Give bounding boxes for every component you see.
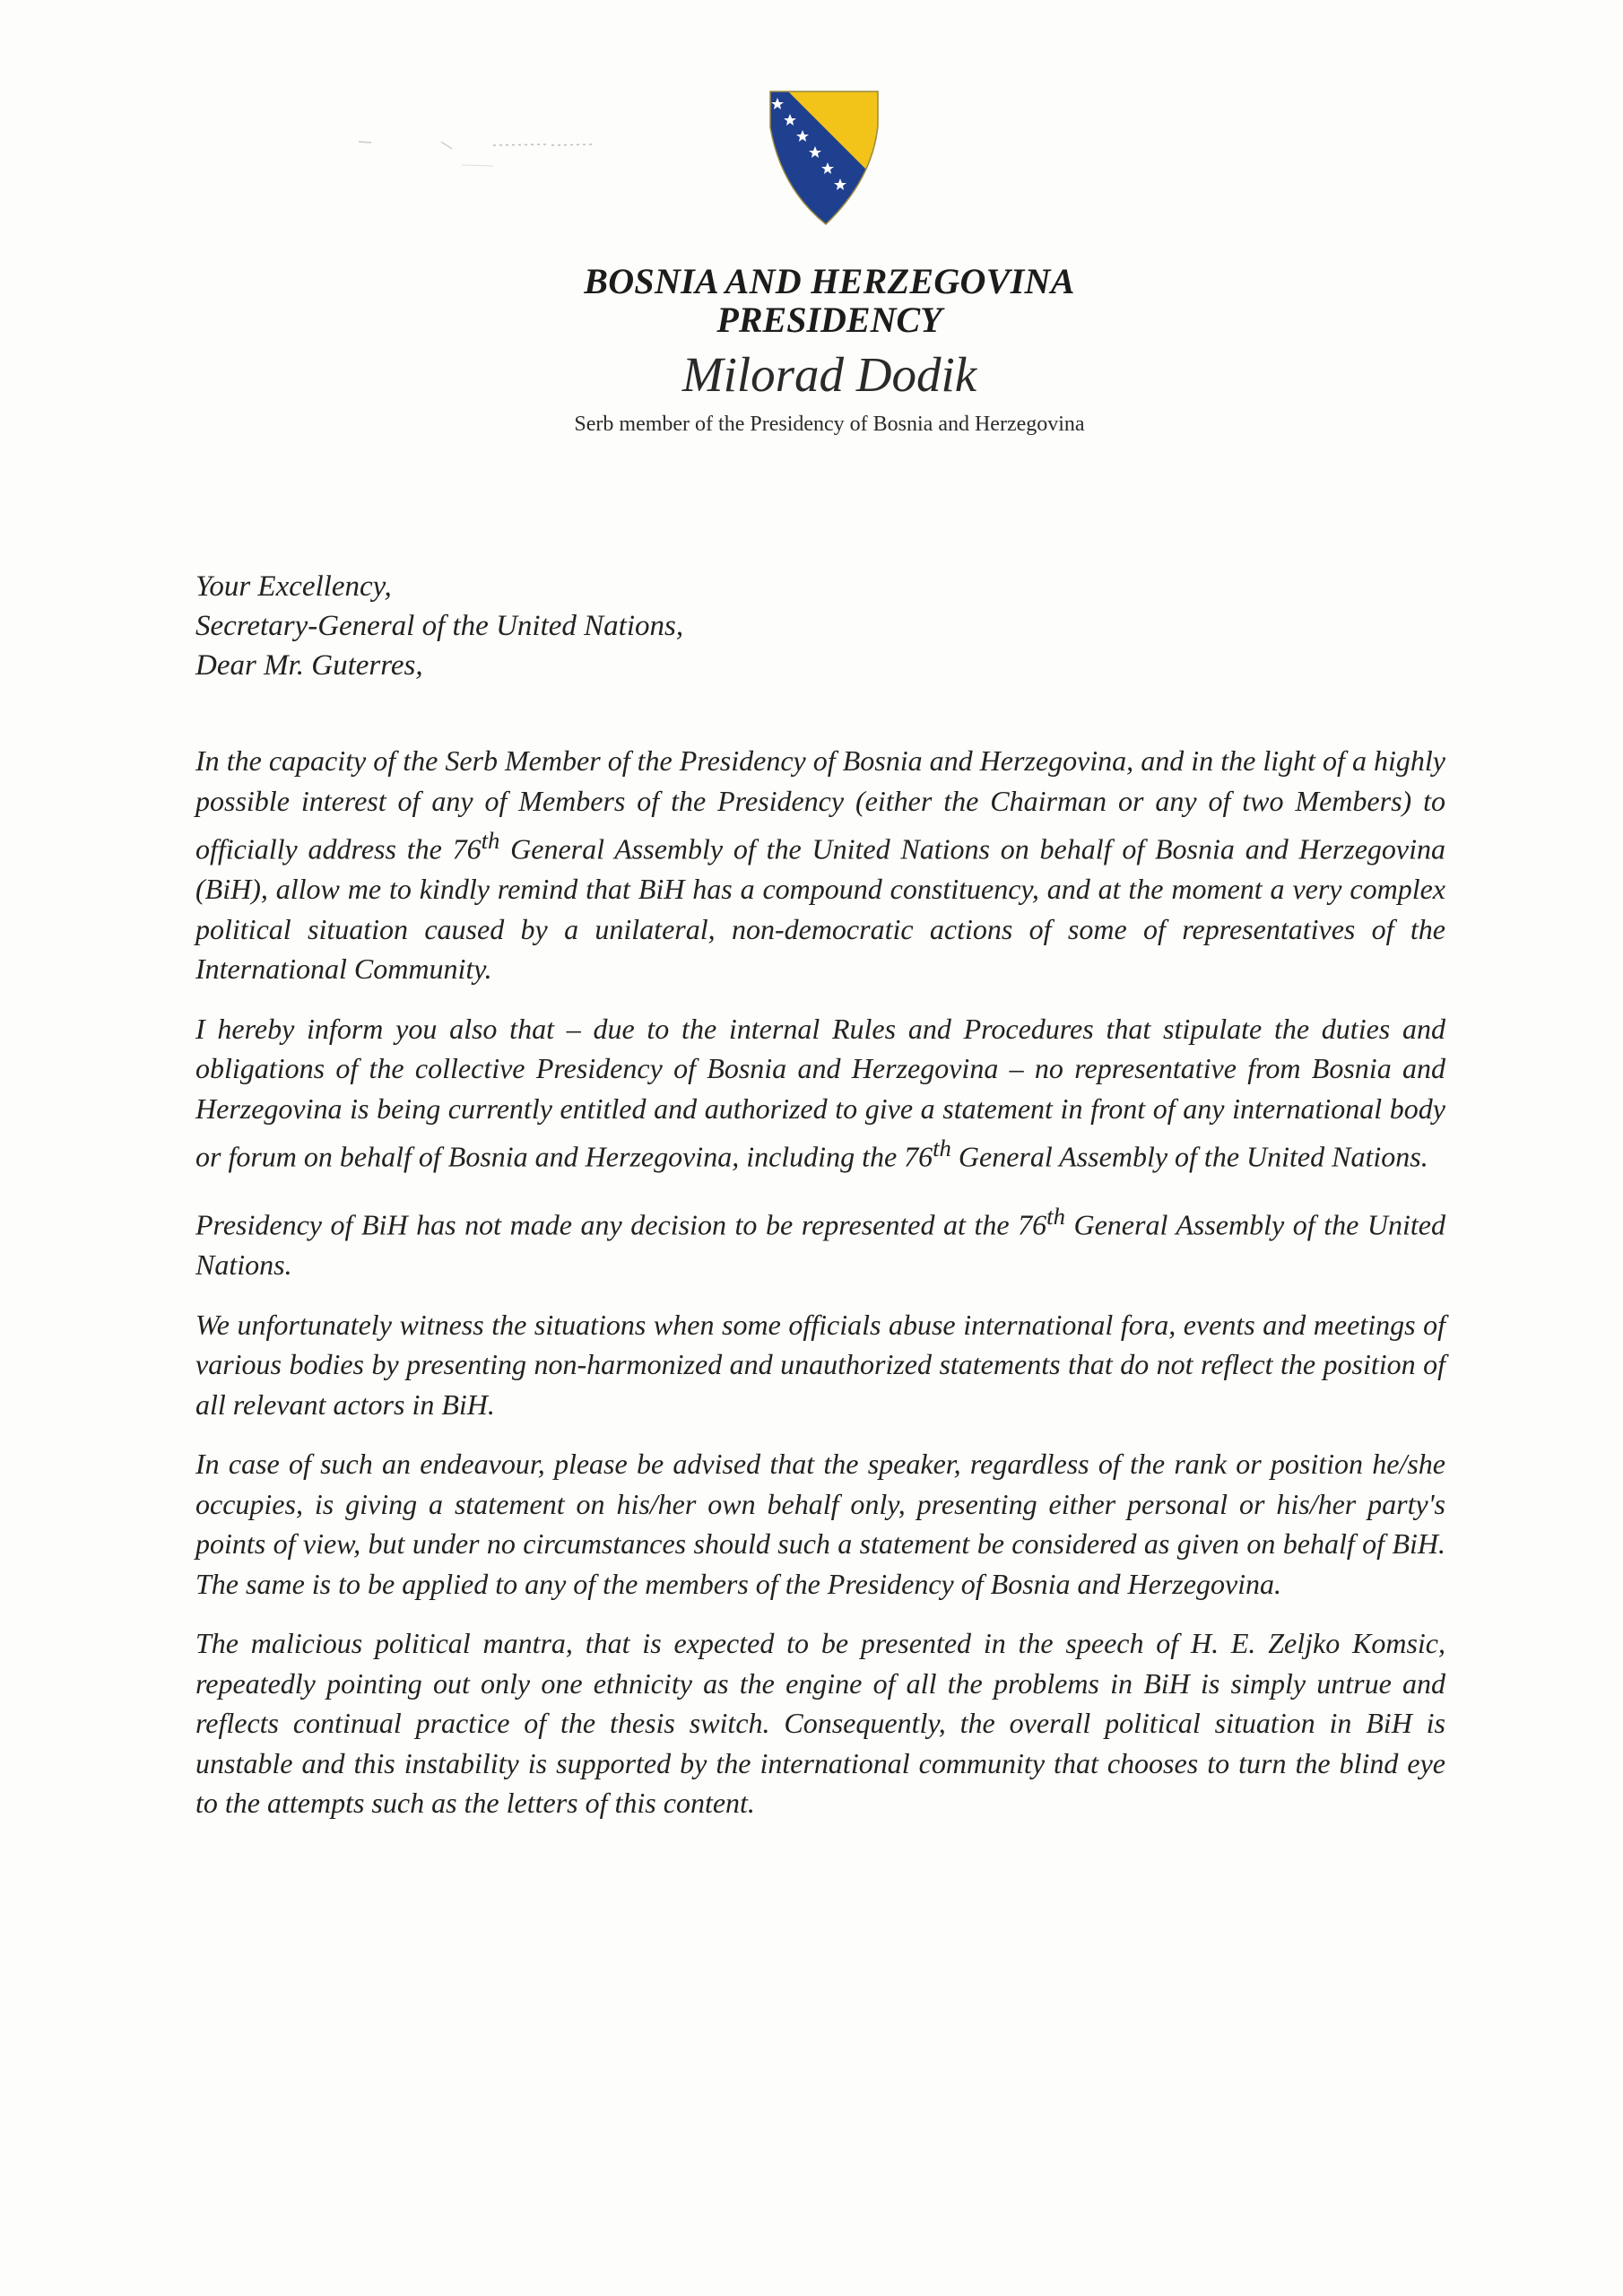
body-paragraph: In the capacity of the Serb Member of the Presidency of Bosnia and Herzegovina, and in the light of a highly possible interest of any of Members of the Presidency (either the Chairman or any of two Members) to officially address the 76th General Assembly of the United Nations on behalf of Bosnia and Herzegovina (BiH), allow me to kindly remind that BiH has a compound constituency, and at the moment a very complex political situation caused by a unilateral, non-democratic actions of some of representatives of the International Community. <box>195 744 1446 986</box>
body-paragraph: I hereby inform you also that – due to the internal Rules and Procedures that stipulate the duties and obligations of the collective Presidency of Bosnia and Herzegovina – no representative from Bosnia and Herzegovina is being currently entitled and authorized to give a statement in front of any international body or forum on behalf of Bosnia and Herzegovina, including the 76th General Assembly of the United Nations. <box>195 1012 1445 1173</box>
letterhead-country: BOSNIA AND HERZEGOVINA <box>584 261 1075 301</box>
salutation-line: Your Excellency, <box>195 570 392 603</box>
letter-body <box>195 741 1445 1843</box>
coat-of-arms-icon <box>768 90 880 226</box>
salutation-line: Secretary-General of the United Nations, <box>195 610 684 642</box>
salutation-line: Dear Mr. Guterres, <box>195 649 423 682</box>
scan-noise <box>359 135 646 170</box>
body-paragraph: We unfortunately witness the situations when some officials abuse international fora, events and meetings of various bodies by presenting non-harmonized and unauthorized statements that do not reflect the position of all relevant actors in BiH. <box>195 1308 1445 1421</box>
salutation-block <box>195 567 683 685</box>
letterhead-name: Milorad Dodik <box>681 347 977 402</box>
letterhead-role: Serb member of the Presidency of Bosnia and Herzegovina <box>574 413 1085 436</box>
body-paragraph: In case of such an endeavour, please be advised that the speaker, regardless of the rank or position he/she occupies, is giving a statement on his/her own behalf only, presenting either personal or his/her party's points of view, but under no circumstances should such a statement be considered as given on behalf of BiH. The same is to be applied to any of the members of the Presidency of Bosnia and Herzegovina. <box>195 1448 1445 1600</box>
body-paragraph: Presidency of BiH has not made any decision to be represented at the 76th General Assembly of the United Nations. <box>195 1203 1446 1282</box>
body-paragraph: The malicious political mantra, that is expected to be presented in the speech of H. E. Zeljko Komsic, repeatedly pointing out only one ethnicity as the engine of all the problems in BiH is simply untrue and reflects continual practice of the thesis switch. Consequently, the overall political situation in BiH is unstable and this instability is supported by the international community that chooses to turn the blind eye to the attempts such as the letters of this content. <box>195 1627 1445 1820</box>
letterhead-organization: PRESIDENCY <box>716 300 942 340</box>
